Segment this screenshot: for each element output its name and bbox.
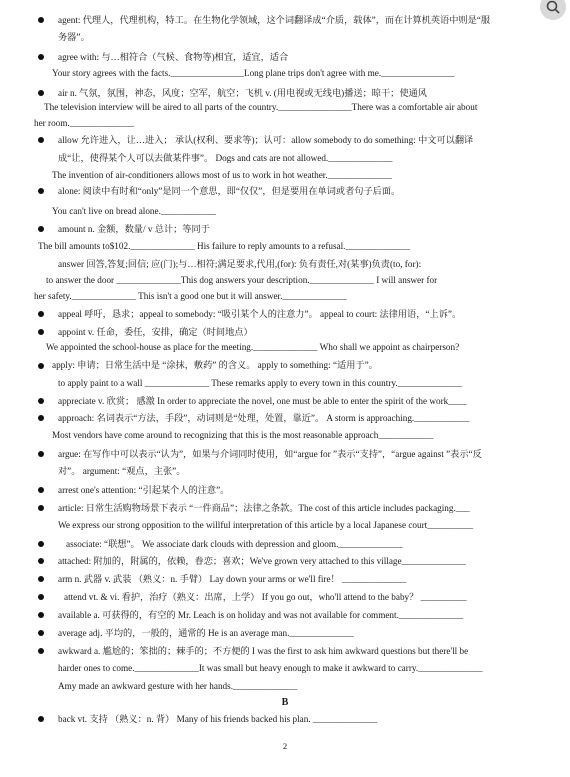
bullet-icon [38, 541, 44, 547]
entry-allow-cont: 成“让，使得某个人可以去做某件事”。 Dogs and cats are not allowed.______________ [58, 153, 393, 163]
bullet-icon [38, 487, 44, 493]
bullet-icon [38, 415, 44, 421]
entry-appreciate: appreciate v. 欣赏； 感激 In order to appreciate the novel, one must be able to enter the spirit of the work____ [58, 396, 467, 406]
entry-available: available a. 可获得的，有空的 Mr. Leach is on holiday and was not available for comment.______________ [58, 610, 464, 620]
example-alone: You can't live on bread alone.____________ [52, 206, 217, 216]
example-awkward: harder ones to come.______________It was small but heavy enough to make it awkward to carry.______________ [58, 663, 483, 673]
bullet-icon [38, 594, 44, 600]
entry-attend: attend vt. & vi. 看护，治疗（熟义：出席，上学） If you go out，who'll attend to the baby？ __________ [64, 592, 467, 602]
page-number: 2 [282, 741, 288, 751]
entry-arrest: arrest one's attention: “引起某个人的注意”。 [58, 485, 230, 495]
entry-appoint: appoint v. 任命，委任，安排，确定（时间地点） [58, 327, 253, 337]
bullet-icon [38, 648, 44, 654]
bullet-icon [38, 505, 44, 511]
bullet-icon [38, 188, 44, 194]
example-allow: The invention of air-conditioners allows most of us to work in hot weather.______________ [52, 170, 392, 180]
example-answer: to answer the door ______________This dog answers your description.______________ I will answer for [46, 275, 438, 285]
entry-answer: answer 回答,答复;回信; 应(门);与…相符;满足要求,代用,(for): 负有责任,对(某事)负责(to, for): [58, 259, 422, 269]
bullet-icon [38, 716, 44, 722]
example-article: We express our strong opposition to the willful interpretation of this article by a local Japanese court__________ [58, 520, 474, 530]
bullet-icon [38, 363, 44, 369]
bullet-icon [38, 451, 44, 457]
entry-back: back vt. 支持 （熟义：n. 背） Many of his friends backed his plan. ______________ [58, 714, 378, 724]
bullet-icon [38, 54, 44, 60]
bullet-icon [38, 137, 44, 143]
entry-agree-with: agree with: 与…相符合（气候、食物等)相宜，适宜，适合 [58, 52, 289, 62]
entry-argue-cont: 对”。 argument: “观点，主张”。 [58, 466, 186, 476]
entry-article: article: 日常生活购物场景下表示 “一件商品”；法律之条款。The cost of this article includes packaging.___ [58, 503, 470, 513]
example-approach: Most vendors have come around to recognizing that this is the most reasonable approach____________ [52, 430, 434, 440]
bullet-icon [38, 612, 44, 618]
bullet-icon [38, 329, 44, 335]
bullet-icon [38, 226, 44, 232]
entry-amount: amount n. 金额，数量/ v 总计；等同于 [58, 224, 210, 234]
bullet-icon [38, 90, 44, 96]
example-air: The television interview will be aired to all parts of the country.________________There was a comfortable air about [44, 102, 478, 112]
bullet-icon [38, 576, 44, 582]
entry-agent-cont: 务器”。 [58, 32, 90, 42]
entry-appeal: appeal 呼吁，恳求；appeal to somebody: “吸引某个人的注意力”。 appeal to court: 法律用语，“上诉”。 [58, 309, 462, 319]
bullet-icon [38, 398, 44, 404]
example-awkward-cont: Amy made an awkward gesture with her hands.______________ [58, 681, 298, 691]
bullet-icon [38, 17, 44, 23]
bullet-icon [38, 630, 44, 636]
example-amount: The bill amounts to$102.______________ His failure to reply amounts to a refusal.______________ [38, 241, 410, 251]
example-answer-cont: her safety.______________ This isn't a good one but it will answer.______________ [34, 291, 347, 301]
entry-apply: apply: 申请；日常生活中是 “涂抹，敷药” 的含义。 apply to something: “适用于”。 [52, 360, 378, 370]
entry-arm: arm n. 武器 v. 武装 （熟义：n. 手臂） Lay down your arms or we'll fire！ ______________ [58, 574, 407, 584]
bullet-icon [38, 558, 44, 564]
entry-air: air n. 气氛，氛围，神态，风度；空军，航空；飞机 v. (用电视或无线电)播送；晾干；使通风 [58, 88, 427, 98]
entry-agent: agent: 代理人，代理机构，特工。在生物化学领域，这个词翻译成“介质，载体”，而在计算机英语中则是“服 [58, 15, 491, 25]
example-agree-with: Your story agrees with the facts.________________Long plane trips don't agree with me.________________ [52, 68, 455, 78]
close-icon[interactable] [540, 0, 566, 20]
example-appoint: We appointed the school-house as place for the meeting.______________ Who shall we appoint as chairperson? [46, 342, 460, 352]
entry-alone: alone: 阅读中有时和“only”是同一个意思，即“仅仅”，但是要用在单词或者句子后面。 [58, 186, 401, 196]
entry-attached: attached: 附加的，附属的，依赖，眷恋；喜欢；We've grown very attached to this village______________ [58, 556, 466, 566]
example-apply: to apply paint to a wall ______________ These remarks apply to every town in this country.______________ [58, 378, 462, 388]
entry-approach: approach: 名词表示“方法，手段”，动词则是“处理，处置，靠近”。 A storm is approaching.____________ [58, 413, 470, 423]
entry-associate: associate: “联想”。 We associate dark clouds with depression and gloom.______________ [66, 539, 403, 549]
entry-argue: argue: 在写作中可以表示“认为”，如果与介词同时使用，如“argue for ”表示“支持”，“argue against ”表示“反 [58, 449, 482, 459]
section-heading-b: B [281, 697, 289, 708]
entry-awkward: awkward a. 尴尬的；笨拙的；棘手的；不方便的 I was the first to ask him awkward questions but there'll be [58, 646, 469, 656]
bullet-icon [38, 311, 44, 317]
entry-allow: allow 允许进入，让…进入； 承认(权利、要求等)；认可：allow somebody to do something: 中文可以翻译 [58, 135, 474, 145]
entry-average: average adj. 平均的，一般的，通常的 He is an average man.______________ [58, 628, 354, 638]
example-air-cont: her room.______________ [34, 118, 135, 128]
search-icon [545, 0, 561, 15]
